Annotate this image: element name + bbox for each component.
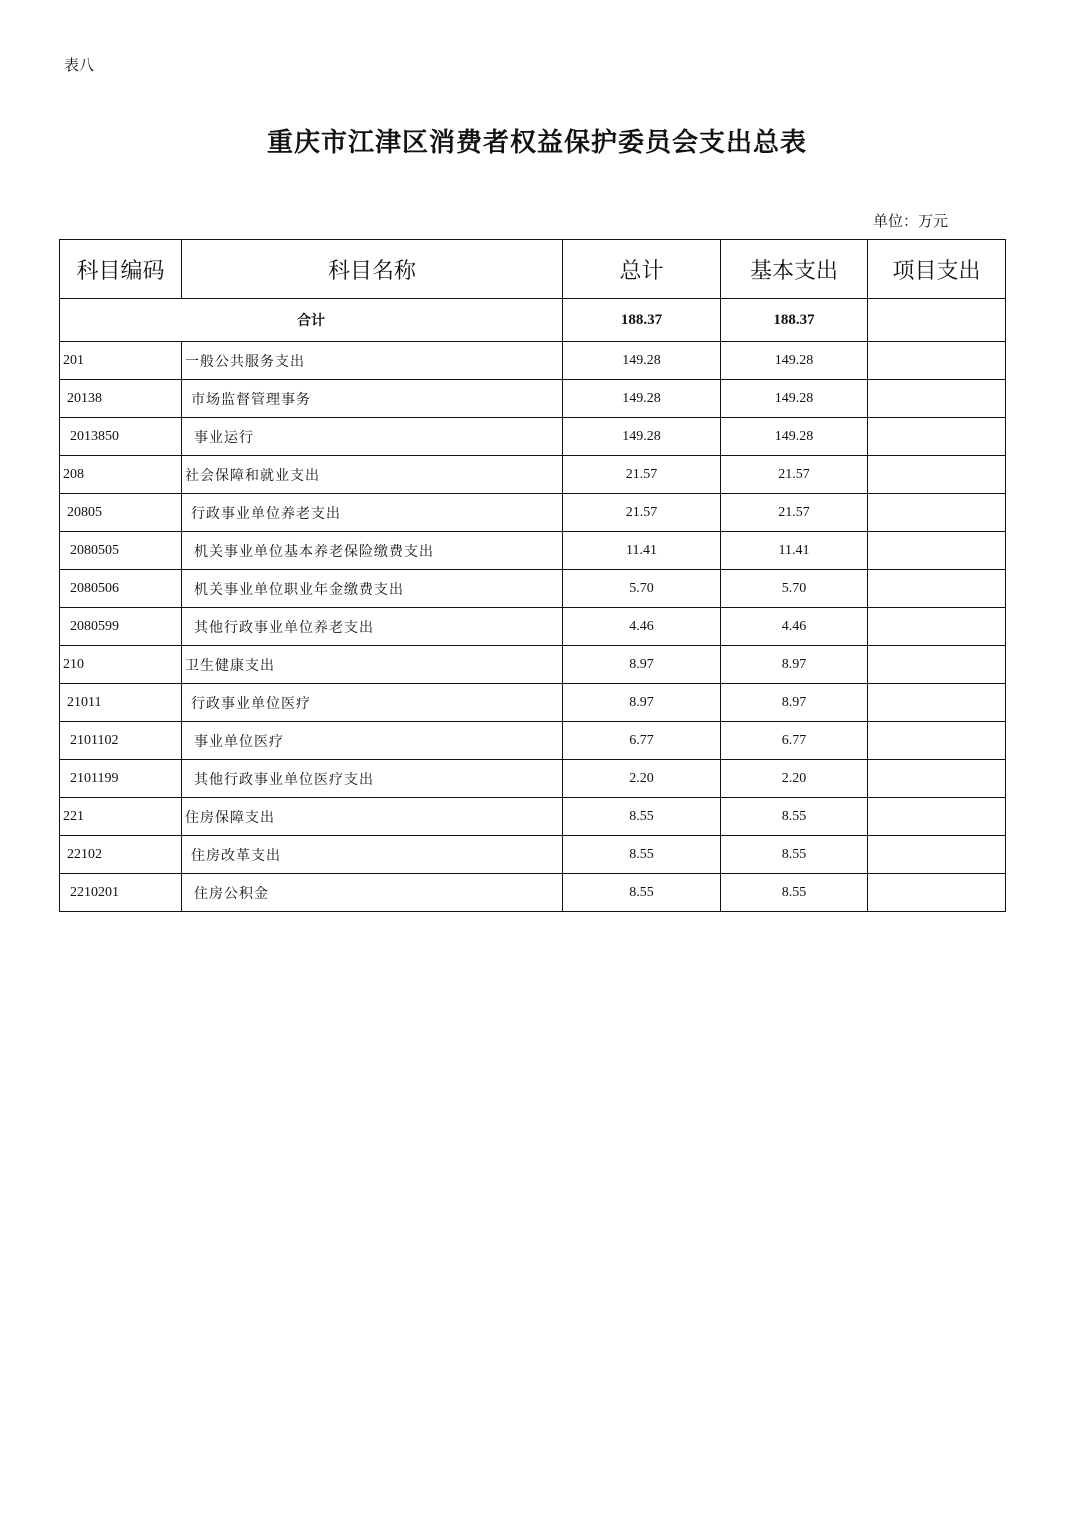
row-name: 事业运行 [182,418,563,456]
table-row [60,380,1006,418]
row-total: 5.70 [563,570,721,608]
row-code: 20138 [60,380,182,418]
total-label: 合计 [60,299,563,342]
unit-label: 单位：万元 [873,212,949,230]
row-name: 住房公积金 [182,874,563,912]
row-total: 8.97 [563,684,721,722]
row-total: 4.46 [563,608,721,646]
row-total: 2.20 [563,760,721,798]
row-code: 21011 [60,684,182,722]
row-total: 8.55 [563,798,721,836]
row-basic: 2.20 [721,760,868,798]
row-code: 2013850 [60,418,182,456]
row-name: 其他行政事业单位医疗支出 [182,760,563,798]
row-code: 221 [60,798,182,836]
row-project [868,874,1006,912]
row-code: 2101199 [60,760,182,798]
table-row [60,418,1006,456]
row-code: 2080505 [60,532,182,570]
page-title: 重庆市江津区消费者权益保护委员会支出总表 [266,128,807,158]
row-project [868,608,1006,646]
row-basic: 21.57 [721,456,868,494]
total-total: 188.37 [563,299,721,342]
row-project [868,722,1006,760]
table-row [60,684,1006,722]
row-basic: 6.77 [721,722,868,760]
row-project [868,342,1006,380]
row-total: 8.97 [563,646,721,684]
row-code: 22102 [60,836,182,874]
row-project [868,836,1006,874]
row-total: 149.28 [563,380,721,418]
total-project [868,299,1006,342]
row-name: 机关事业单位职业年金缴费支出 [182,570,563,608]
row-project [868,380,1006,418]
table-row [60,342,1006,380]
row-total: 21.57 [563,456,721,494]
header-row [60,240,1006,299]
row-code: 2080599 [60,608,182,646]
row-total: 149.28 [563,342,721,380]
table-row [60,646,1006,684]
row-basic: 8.55 [721,874,868,912]
table-row [60,494,1006,532]
table-number-label: 表八 [64,56,95,74]
row-name: 住房改革支出 [182,836,563,874]
row-code: 20805 [60,494,182,532]
row-project [868,646,1006,684]
row-project [868,532,1006,570]
header-total: 总计 [563,240,721,299]
row-code: 2101102 [60,722,182,760]
row-project [868,418,1006,456]
row-project [868,456,1006,494]
total-row [60,299,1006,342]
header-project: 项目支出 [868,240,1006,299]
row-name: 行政事业单位医疗 [182,684,563,722]
table-row [60,456,1006,494]
expense-summary-table [59,239,1006,912]
row-code: 210 [60,646,182,684]
header-name: 科目名称 [182,240,563,299]
row-total: 149.28 [563,418,721,456]
row-project [868,798,1006,836]
row-total: 11.41 [563,532,721,570]
row-name: 社会保障和就业支出 [182,456,563,494]
table-row [60,608,1006,646]
row-basic: 8.97 [721,646,868,684]
table-row [60,722,1006,760]
row-code: 2080506 [60,570,182,608]
header-code: 科目编码 [60,240,182,299]
row-basic: 149.28 [721,342,868,380]
row-name: 机关事业单位基本养老保险缴费支出 [182,532,563,570]
row-project [868,570,1006,608]
table-row [60,532,1006,570]
table-row [60,760,1006,798]
total-basic: 188.37 [721,299,868,342]
row-project [868,684,1006,722]
row-name: 行政事业单位养老支出 [182,494,563,532]
row-basic: 21.57 [721,494,868,532]
row-name: 其他行政事业单位养老支出 [182,608,563,646]
table-row [60,798,1006,836]
row-basic: 8.55 [721,798,868,836]
row-basic: 149.28 [721,380,868,418]
row-basic: 8.97 [721,684,868,722]
header-basic: 基本支出 [721,240,868,299]
table-row [60,836,1006,874]
row-name: 市场监督管理事务 [182,380,563,418]
row-total: 6.77 [563,722,721,760]
row-total: 8.55 [563,874,721,912]
row-name: 事业单位医疗 [182,722,563,760]
row-basic: 8.55 [721,836,868,874]
row-code: 208 [60,456,182,494]
row-project [868,760,1006,798]
row-name: 卫生健康支出 [182,646,563,684]
row-project [868,494,1006,532]
row-basic: 11.41 [721,532,868,570]
row-name: 一般公共服务支出 [182,342,563,380]
row-code: 2210201 [60,874,182,912]
table-row [60,570,1006,608]
row-total: 8.55 [563,836,721,874]
row-total: 21.57 [563,494,721,532]
row-code: 201 [60,342,182,380]
row-basic: 4.46 [721,608,868,646]
row-basic: 149.28 [721,418,868,456]
table-row [60,874,1006,912]
row-basic: 5.70 [721,570,868,608]
row-name: 住房保障支出 [182,798,563,836]
